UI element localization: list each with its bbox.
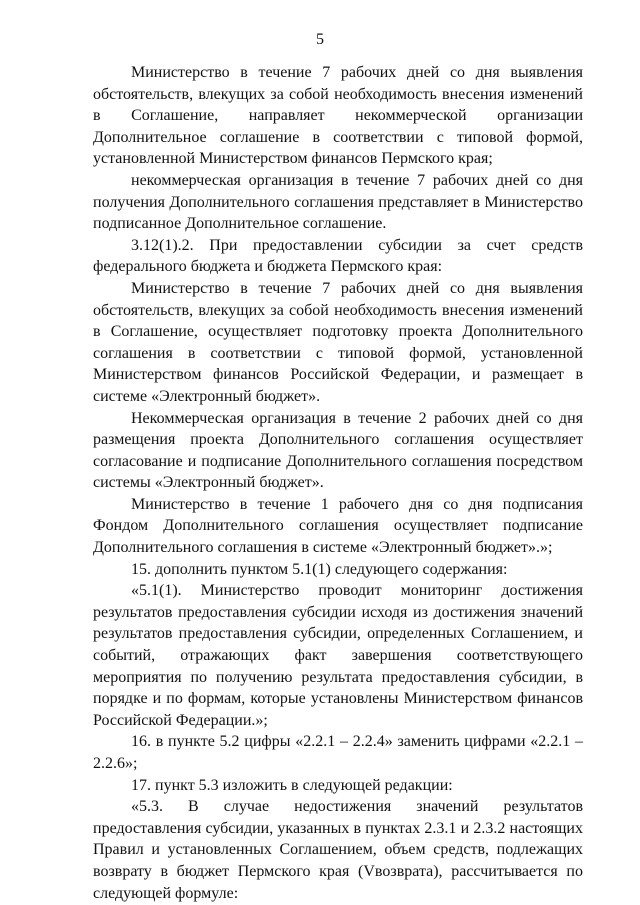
paragraph-ministry-draft: Министерство в течение 7 рабочих дней со дня выявления обстоятельств, влекущих за собой необходимость внесения изменений в Соглашение, осуществляет подготовку проекта Дополнительного соглашения в соответствии с типовой формой, установленной Министерством финансов Российской Федерации, и размещает в системе «Электронный бюджет». bbox=[93, 279, 583, 405]
paragraph-ministry-signing: Министерство в течение 1 рабочего дня со дня подписания Фондом Дополнительного соглашения осуществляет подписание Дополнительного соглашения в системе «Электронный бюджет».»; bbox=[93, 495, 583, 557]
paragraph-item-16: 16. в пункте 5.2 цифры «2.2.1 – 2.2.4» заменить цифрами «2.2.1 – 2.2.6»; bbox=[93, 733, 583, 772]
paragraph-3-12-1-2: 3.12(1).2. При предоставлении субсидии за счет средств федерального бюджета и бюджета Пермского края: bbox=[93, 236, 583, 276]
paragraph-item-15: 15. дополнить пунктом 5.1(1) следующего содержания: bbox=[131, 560, 508, 578]
paragraph-5-3: «5.3. В случае недостижения значений результатов предоставления субсидии, указанных в пунктах 2.3.1 и 2.3.2 настоящих Правил и установленных Соглашением, объем средств, подлежащих возврату в бюджет Пермского края (Vвозврата), рассчитывается по следующей формуле: bbox=[93, 798, 583, 902]
paragraph-organization-approval: Некоммерческая организация в течение 2 рабочих дней со дня размещения проекта Дополнительного соглашения осуществляет согласование и подписание Дополнительного соглашения посредством системы «Электронный бюджет». bbox=[93, 409, 583, 492]
paragraph-item-17: 17. пункт 5.3 изложить в следующей редакции: bbox=[131, 776, 453, 794]
document-body bbox=[93, 62, 583, 904]
paragraph-5-1-1: «5.1(1). Министерство проводит мониторинг достижения результатов предоставления субсидии исходя из достижения значений результатов предоставления субсидии, определенных Соглашением, и событий, отражающих факт завершения соответствующего мероприятия по получению результата предоставления субсидии, в порядке и по формам, которые установлены Министерством финансов Российской Федерации.»; bbox=[93, 582, 583, 729]
paragraph-ministry-notice: Министерство в течение 7 рабочих дней со дня выявления обстоятельств, влекущих за собой необходимость внесения изменений в Соглашение, направляет некоммерческой организации Дополнительное соглашение в соответствии с типовой формой, установленной Министерством финансов Пермского края; bbox=[93, 64, 583, 168]
paragraph-organization-response: некоммерческая организация в течение 7 рабочих дней со дня получения Дополнительного соглашения представляет в Министерство подписанное Дополнительное соглашение. bbox=[93, 171, 583, 233]
page-number: 5 bbox=[316, 31, 324, 48]
